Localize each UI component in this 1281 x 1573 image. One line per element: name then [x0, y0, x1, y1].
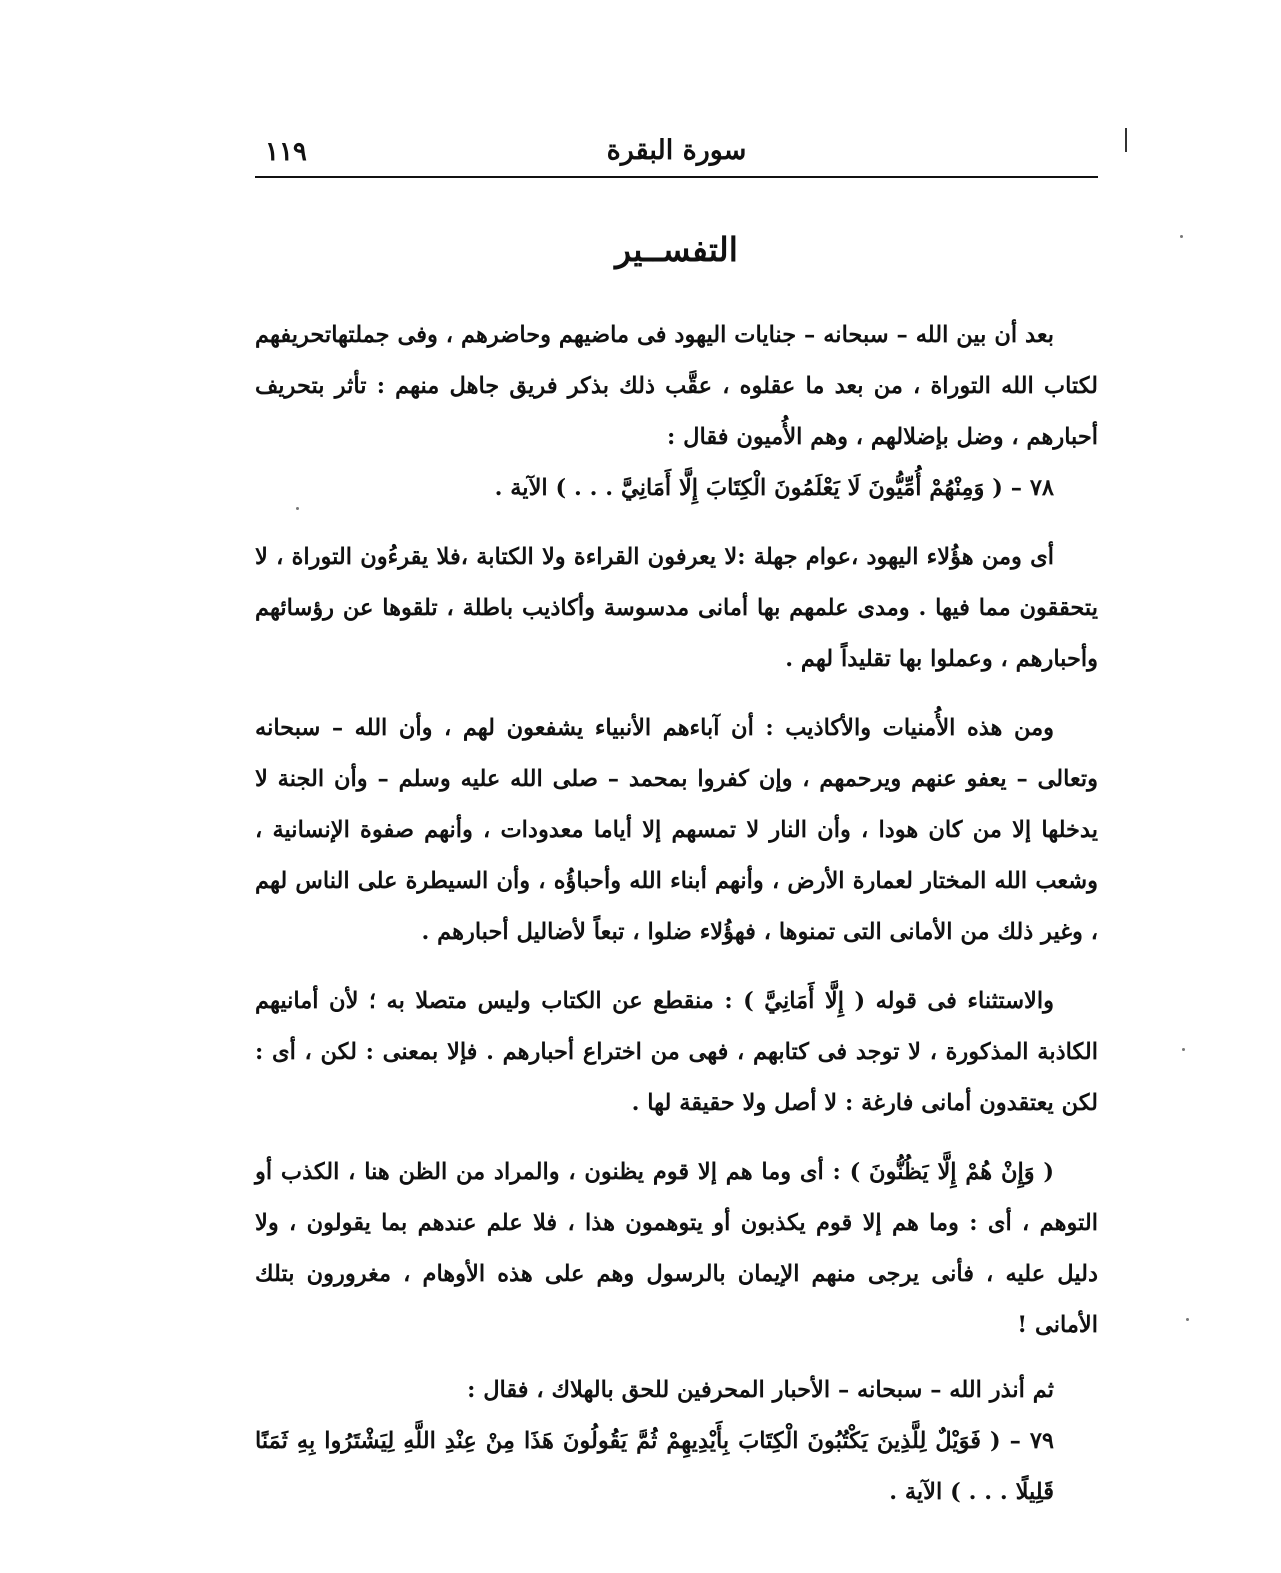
paragraph-conjecture: ( وَإِنْ هُمْ إِلَّا يَظُنُّونَ ) : أى وما هم إلا قوم يظنون ، والمراد من الظن هنا ، الكذب أو التوهم ، أى : وما هم إلا قوم يكذبون أو يتوهمون هذا ، فلا علم عندهم بما يقولون ، ولا دليل عليه ، فأنى يرجى منهم الإيمان بالرسول وهم على هذه الأوهام ، مغرورون بتلك الأمانى !	[255, 1159, 1098, 1338]
scan-speck	[296, 507, 299, 510]
paragraph-intro: بعد أن بين الله – سبحانه – جنايات اليهود فى ماضيهم وحاضرهم ، وفى جملتهاتحريفهم لكتاب الله التوراة ، من بعد ما عقلوه ، عقَّب ذلك بذكر فريق جاهل منهم : تأثر بتحريف أحبارهم ، وضل بإضلالهم ، وهم الأُميون فقال :	[255, 322, 1098, 450]
surah-title: سورة البقرة	[606, 135, 747, 166]
page-header	[255, 135, 1098, 175]
scan-speck	[1182, 1048, 1185, 1051]
paragraph-explanation: أى ومن هؤُلاء اليهود ،عوام جهلة :لا يعرفون القراءة ولا الكتابة ،فلا يقرءُون التوراة ، لا يتحققون مما فيها . ومدى علمهم بها أمانى مدسوسة وأكاذيب باطلة ، تلقوها عن رؤسائهم وأحبارهم ، وعملوا بها تقليداً لهم .	[255, 544, 1098, 672]
paragraph-warning: ثم أنذر الله – سبحانه – الأحبار المحرفين للحق بالهلاك ، فقال :	[467, 1377, 1054, 1403]
scan-speck	[1186, 1318, 1189, 1321]
body-text	[255, 310, 1098, 1518]
scan-speck	[1180, 235, 1183, 238]
section-heading: التفســير	[615, 230, 738, 269]
verse-79: ٧٩ – ( فَوَيْلٌ لِلَّذِينَ يَكْتُبُونَ الْكِتَابَ بِأَيْدِيهِمْ ثُمَّ يَقُولُونَ هَذَا مِنْ عِنْدِ اللَّهِ لِيَشْتَرُوا بِهِ ثَمَنًا قَلِيلًا . . . ) الآية .	[255, 1428, 1054, 1505]
verse-78: ٧٨ – ( وَمِنْهُمْ أُمِّيُّونَ لَا يَعْلَمُونَ الْكِتَابَ إِلَّا أَمَانِيَّ . . . ) الآية .	[494, 475, 1054, 501]
paragraph-wishes: ومن هذه الأُمنيات والأكاذيب : أن آباءهم الأنبياء يشفعون لهم ، وأن الله – سبحانه وتعالى – يعفو عنهم ويرحمهم ، وإن كفروا بمحمد – صلى الله عليه وسلم – وأن الجنة لا يدخلها إلا من كان هودا ، وأن النار لا تمسهم إلا أياما معدودات ، وأنهم صفوة الإنسانية ، وشعب الله المختار لعمارة الأرض ، وأنهم أبناء الله وأحباؤُه ، وأن السيطرة على الناس لهم ، وغير ذلك من الأمانى التى تمنوها ، فهؤُلاء ضلوا ، تبعاً لأضاليل أحبارهم .	[255, 715, 1098, 945]
page-number: ١١٩	[265, 137, 307, 167]
header-rule	[255, 176, 1098, 178]
margin-mark	[1125, 128, 1127, 152]
paragraph-exception: والاستثناء فى قوله ( إِلَّا أَمَانِيَّ ) : منقطع عن الكتاب وليس متصلا به ؛ لأن أمانيهم الكاذبة المذكورة ، لا توجد فى كتابهم ، فهى من اختراع أحبارهم . فإلا بمعنى : لكن ، أى : لكن يعتقدون أمانى فارغة : لا أصل ولا حقيقة لها .	[255, 988, 1098, 1116]
